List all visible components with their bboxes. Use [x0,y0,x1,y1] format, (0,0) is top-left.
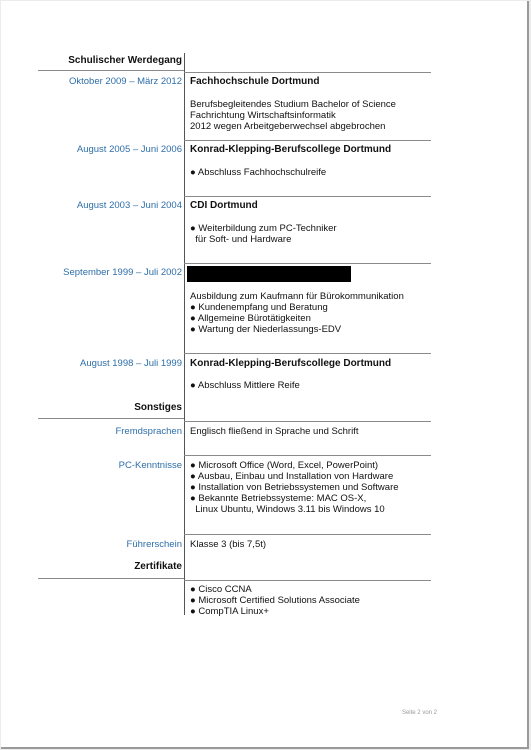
section-title-sonstiges: Sonstiges [134,402,182,413]
entry-institution: CDI Dortmund [190,200,258,211]
entry-date: August 2003 – Juni 2004 [76,200,182,211]
column-divider [184,53,185,615]
entry-date: Oktober 2009 – März 2012 [68,76,182,87]
cv-page [1,1,529,749]
entry-date: August 1998 – Juli 1999 [80,358,182,369]
entry-rule [184,72,431,73]
page-number: Seite 2 von 2 [401,710,437,716]
other-label: Fremdsprachen [115,426,182,437]
certificates-list: ● Cisco CCNA ● Microsoft Certified Solutions Associate ● CompTIA Linux+ [190,584,360,617]
entry-rule [184,353,431,354]
entry-rule [184,196,431,197]
other-value: ● Microsoft Office (Word, Excel, PowerPoint) ● Ausbau, Einbau und Installation von Hardware ● Installation von Betriebssystemen und Software ● Bekannte Betriebssysteme: MAC OS-X, Linux Ubuntu, Windows 3.11 bis Windows 10 [190,460,399,515]
section-title-zertifikate: Zertifikate [134,561,182,572]
entry-rule [184,580,431,581]
entry-date: September 1999 – Juli 2002 [63,267,182,278]
entry-details: ● Weiterbildung zum PC-Techniker für Soft- und Hardware [190,223,337,245]
entry-institution: Fachhochschule Dortmund [190,76,320,87]
entry-institution: Konrad-Klepping-Berufscollege Dortmund [190,144,392,155]
entry-details: ● Abschluss Mittlere Reife [190,380,300,391]
entry-institution: Konrad-Klepping-Berufscollege Dortmund [190,358,392,369]
entry-rule [184,455,431,456]
redacted-institution [187,266,351,282]
other-value: Englisch fließend in Sprache und Schrift [190,426,359,437]
entry-date: August 2005 – Juni 2006 [76,144,182,155]
section-title-werdegang: Schulischer Werdegang [68,55,182,66]
section-rule [38,418,184,419]
entry-details: ● Abschluss Fachhochschulreife [190,167,327,178]
other-label: Führerschein [126,539,182,550]
section-rule [38,70,184,71]
entry-rule [184,421,431,422]
entry-rule [184,140,431,141]
other-value: Klasse 3 (bis 7,5t) [190,539,267,550]
section-rule [38,578,184,579]
entry-rule [184,534,431,535]
entry-details: Berufsbegleitendes Studium Bachelor of Science Fachrichtung Wirtschaftsinformatik 2012 wegen Arbeitgeberwechsel abgebrochen [190,99,396,132]
entry-rule [184,263,431,264]
entry-details: Ausbildung zum Kaufmann für Bürokommunikation ● Kundenempfang und Beratung ● Allgemeine Bürotätigkeiten ● Wartung der Niederlassungs-EDV [190,291,404,335]
other-label: PC-Kenntnisse [118,460,182,471]
